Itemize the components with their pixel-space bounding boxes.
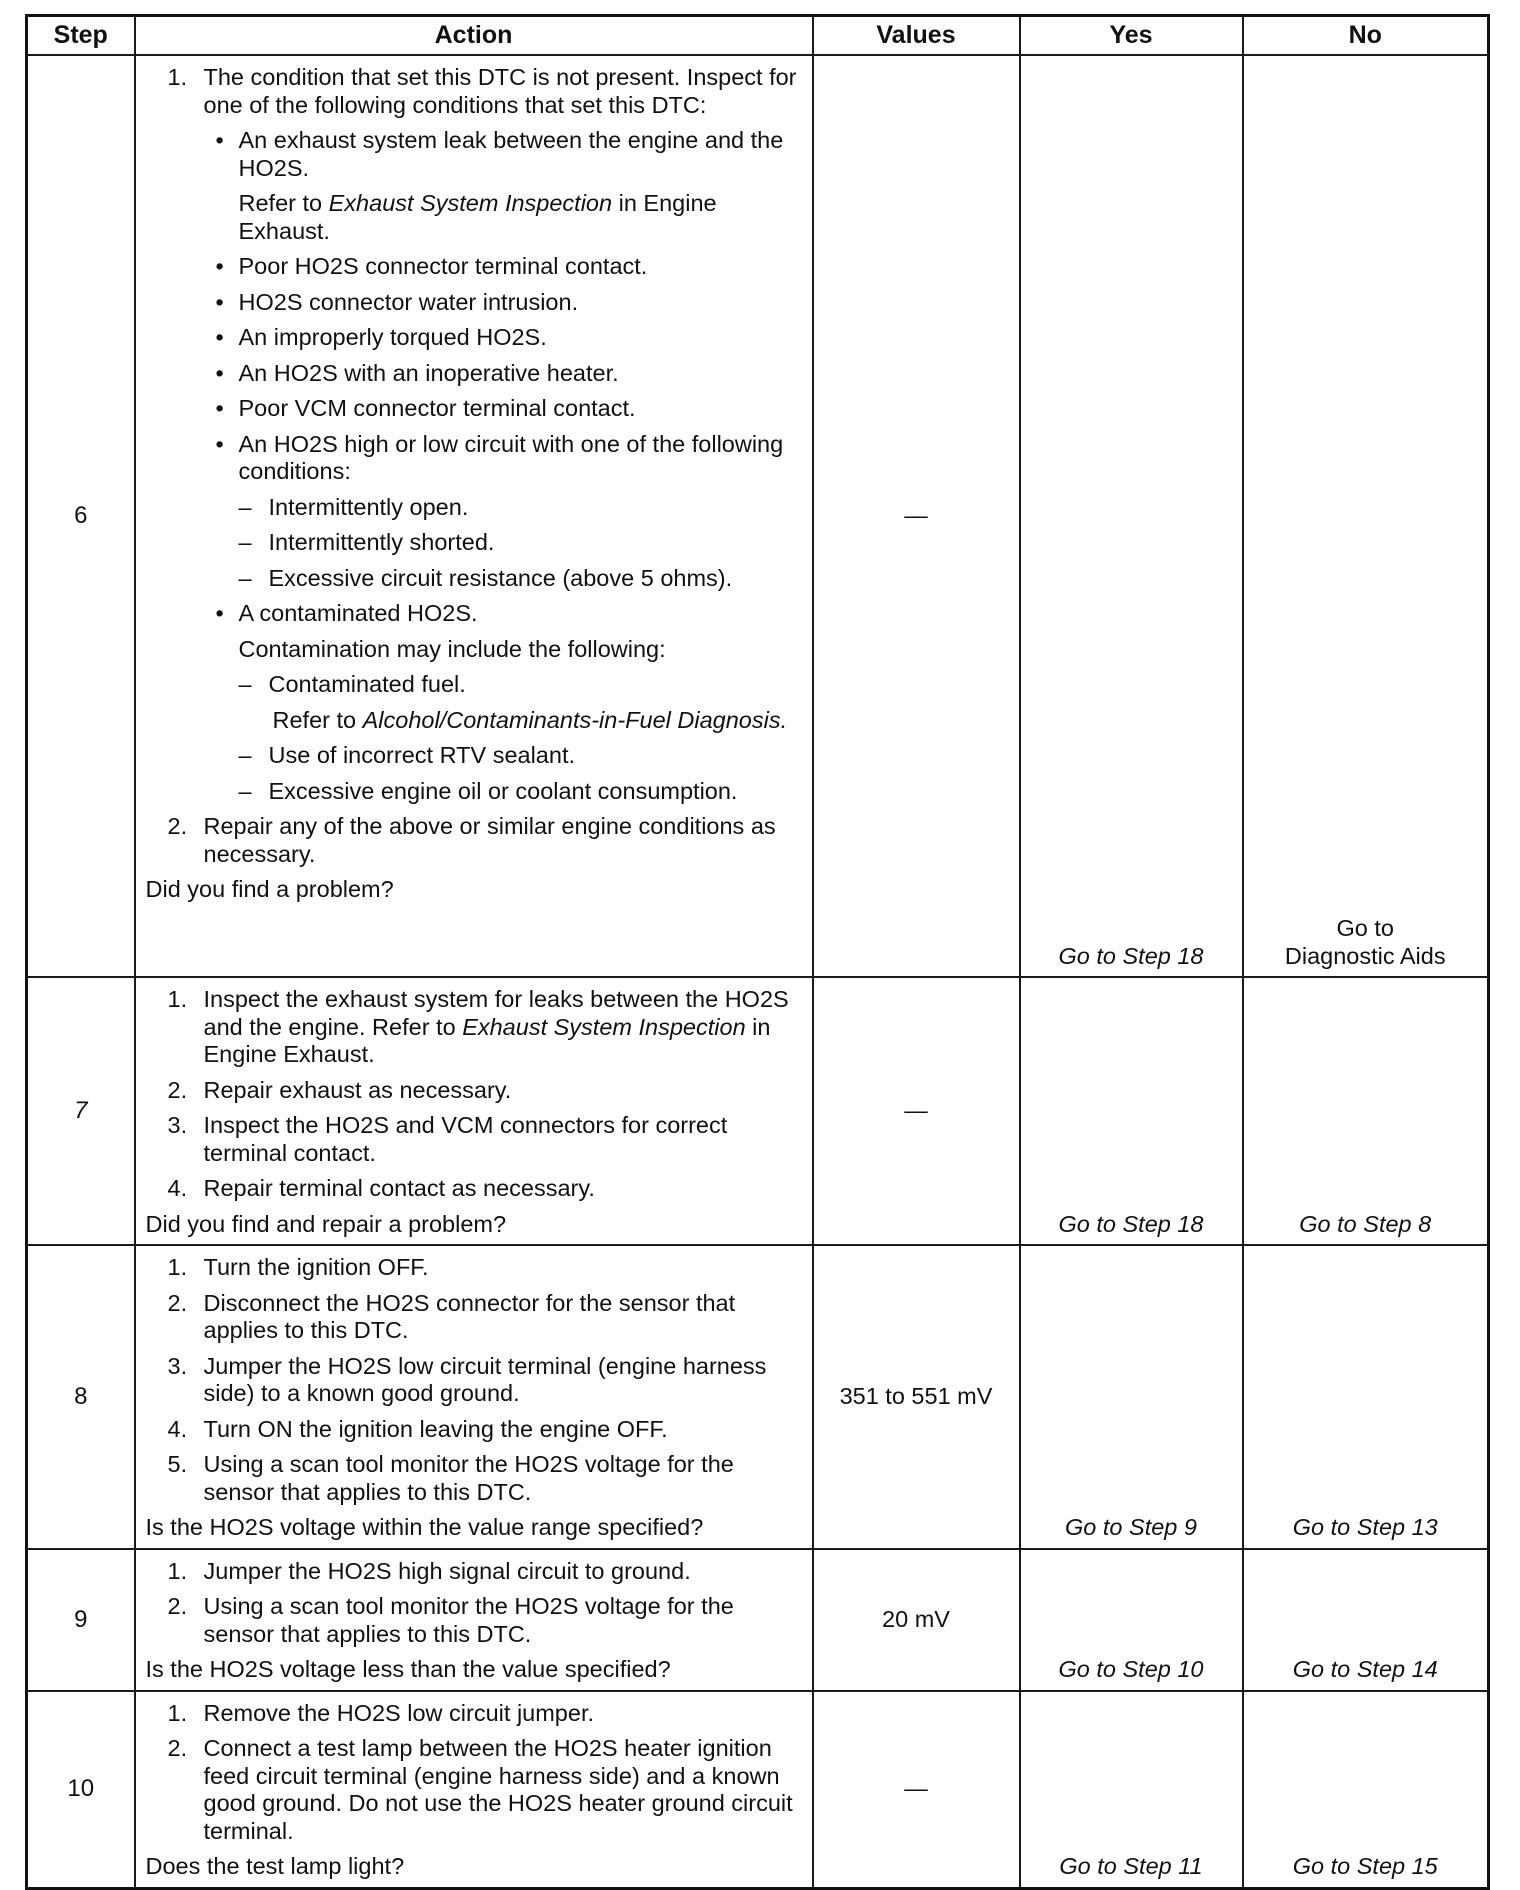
reference-note: Refer to Alcohol/Contaminants-in-Fuel Diagnosis.	[272, 706, 788, 733]
no-cell: Go to Step 8	[1243, 977, 1489, 1245]
header-row	[27, 16, 1489, 56]
question: Did you find and repair a problem?	[145, 1210, 507, 1237]
note: Contamination may include the following:	[238, 635, 666, 662]
list-item: • Poor VCM connector terminal contact.	[215, 395, 636, 421]
value-cell: —	[813, 1691, 1020, 1889]
table-row	[27, 1549, 1489, 1691]
list-item: 1. Remove the HO2S low circuit jumper.	[167, 1699, 595, 1726]
question: Does the test lamp light?	[145, 1853, 405, 1879]
yes-cell: Go to Step 9	[1020, 1245, 1243, 1549]
list-item: 2. Disconnect the HO2S connector for the sensor that applies to this DTC.	[167, 1289, 736, 1343]
action-cell	[135, 1549, 813, 1691]
list-item: 3. Jumper the HO2S low circuit terminal (engine harness side) to a known good ground.	[167, 1352, 767, 1406]
list-item: 4. Turn ON the ignition leaving the engine OFF.	[167, 1415, 668, 1442]
value-cell: 351 to 551 mV	[813, 1245, 1020, 1549]
no-cell: Go to Diagnostic Aids	[1243, 55, 1489, 977]
no-cell: Go to Step 14	[1243, 1549, 1489, 1691]
table-row	[27, 1245, 1489, 1549]
list-item: – Intermittently shorted.	[238, 529, 495, 555]
yes-cell: Go to Step 11	[1020, 1691, 1243, 1889]
header-no: No	[1243, 16, 1489, 56]
yes-cell: Go to Step 18	[1020, 55, 1243, 977]
list-item: 1. Turn the ignition OFF.	[167, 1254, 429, 1280]
list-item: 1. Jumper the HO2S high signal circuit to ground.	[167, 1557, 691, 1584]
list-item: • An HO2S high or low circuit with one of the following conditions:	[215, 430, 784, 484]
header-step: Step	[27, 16, 135, 56]
action-cell	[135, 1245, 813, 1549]
table-row	[27, 1691, 1489, 1889]
list-item: 2. Repair exhaust as necessary.	[167, 1076, 512, 1103]
list-item: • An exhaust system leak between the engine and the HO2S.	[215, 127, 784, 181]
list-item: – Contaminated fuel.	[238, 671, 466, 697]
header-values: Values	[813, 16, 1020, 56]
list-item: – Excessive engine oil or coolant consumption.	[238, 777, 738, 804]
header-action: Action	[135, 16, 813, 56]
list-item: 2. Using a scan tool monitor the HO2S voltage for the sensor that applies to this DTC.	[167, 1593, 734, 1647]
step-number: 8	[27, 1245, 135, 1549]
list-item: 4. Repair terminal contact as necessary.	[167, 1175, 595, 1201]
value-cell: —	[813, 55, 1020, 977]
question: Did you find a problem?	[145, 876, 394, 902]
list-item: – Excessive circuit resistance (above 5 ohms).	[238, 564, 733, 591]
action-cell	[135, 1691, 813, 1889]
header-yes: Yes	[1020, 16, 1243, 56]
action-cell	[135, 55, 813, 977]
list-item: – Intermittently open.	[238, 493, 469, 520]
list-item: • An improperly torqued HO2S.	[215, 324, 547, 350]
step-number: 9	[27, 1549, 135, 1691]
table-row	[27, 55, 1489, 977]
step-number: 6	[27, 55, 135, 977]
list-item: – Use of incorrect RTV sealant.	[238, 742, 575, 768]
list-item: 3. Inspect the HO2S and VCM connectors for correct terminal contact.	[167, 1112, 728, 1166]
list-item: 5. Using a scan tool monitor the HO2S voltage for the sensor that applies to this DTC.	[167, 1451, 734, 1505]
list-item: 2. Connect a test lamp between the HO2S heater ignition feed circuit terminal (engine harness side) and a known good ground. Do not use the HO2S heater ground circuit terminal.	[167, 1735, 793, 1844]
list-item: 1. The condition that set this DTC is not present. Inspect for one of the following conditions that set this DTC:	[167, 64, 797, 118]
list-item: 1. Inspect the exhaust system for leaks between the HO2S and the engine. Refer to Exhaust System Inspection in Engine Exhaust.	[167, 986, 789, 1067]
list-item: 2. Repair any of the above or similar engine conditions as necessary.	[167, 813, 776, 867]
step-number: 10	[27, 1691, 135, 1889]
reference-note: Refer to Exhaust System Inspection in Engine Exhaust.	[238, 190, 717, 244]
no-cell: Go to Step 13	[1243, 1245, 1489, 1549]
diagnostic-table	[25, 14, 1490, 1890]
step-number: 7	[27, 977, 135, 1245]
value-cell: 20 mV	[813, 1549, 1020, 1691]
yes-cell: Go to Step 10	[1020, 1549, 1243, 1691]
question: Is the HO2S voltage less than the value specified?	[145, 1656, 671, 1682]
list-item: • HO2S connector water intrusion.	[215, 288, 579, 315]
list-item: • A contaminated HO2S.	[215, 600, 478, 626]
question: Is the HO2S voltage within the value range specified?	[145, 1514, 704, 1540]
no-cell: Go to Step 15	[1243, 1691, 1489, 1889]
table-row	[27, 977, 1489, 1245]
action-cell	[135, 977, 813, 1245]
list-item: • An HO2S with an inoperative heater.	[215, 359, 619, 386]
list-item: • Poor HO2S connector terminal contact.	[215, 253, 648, 279]
value-cell: —	[813, 977, 1020, 1245]
yes-cell: Go to Step 18	[1020, 977, 1243, 1245]
